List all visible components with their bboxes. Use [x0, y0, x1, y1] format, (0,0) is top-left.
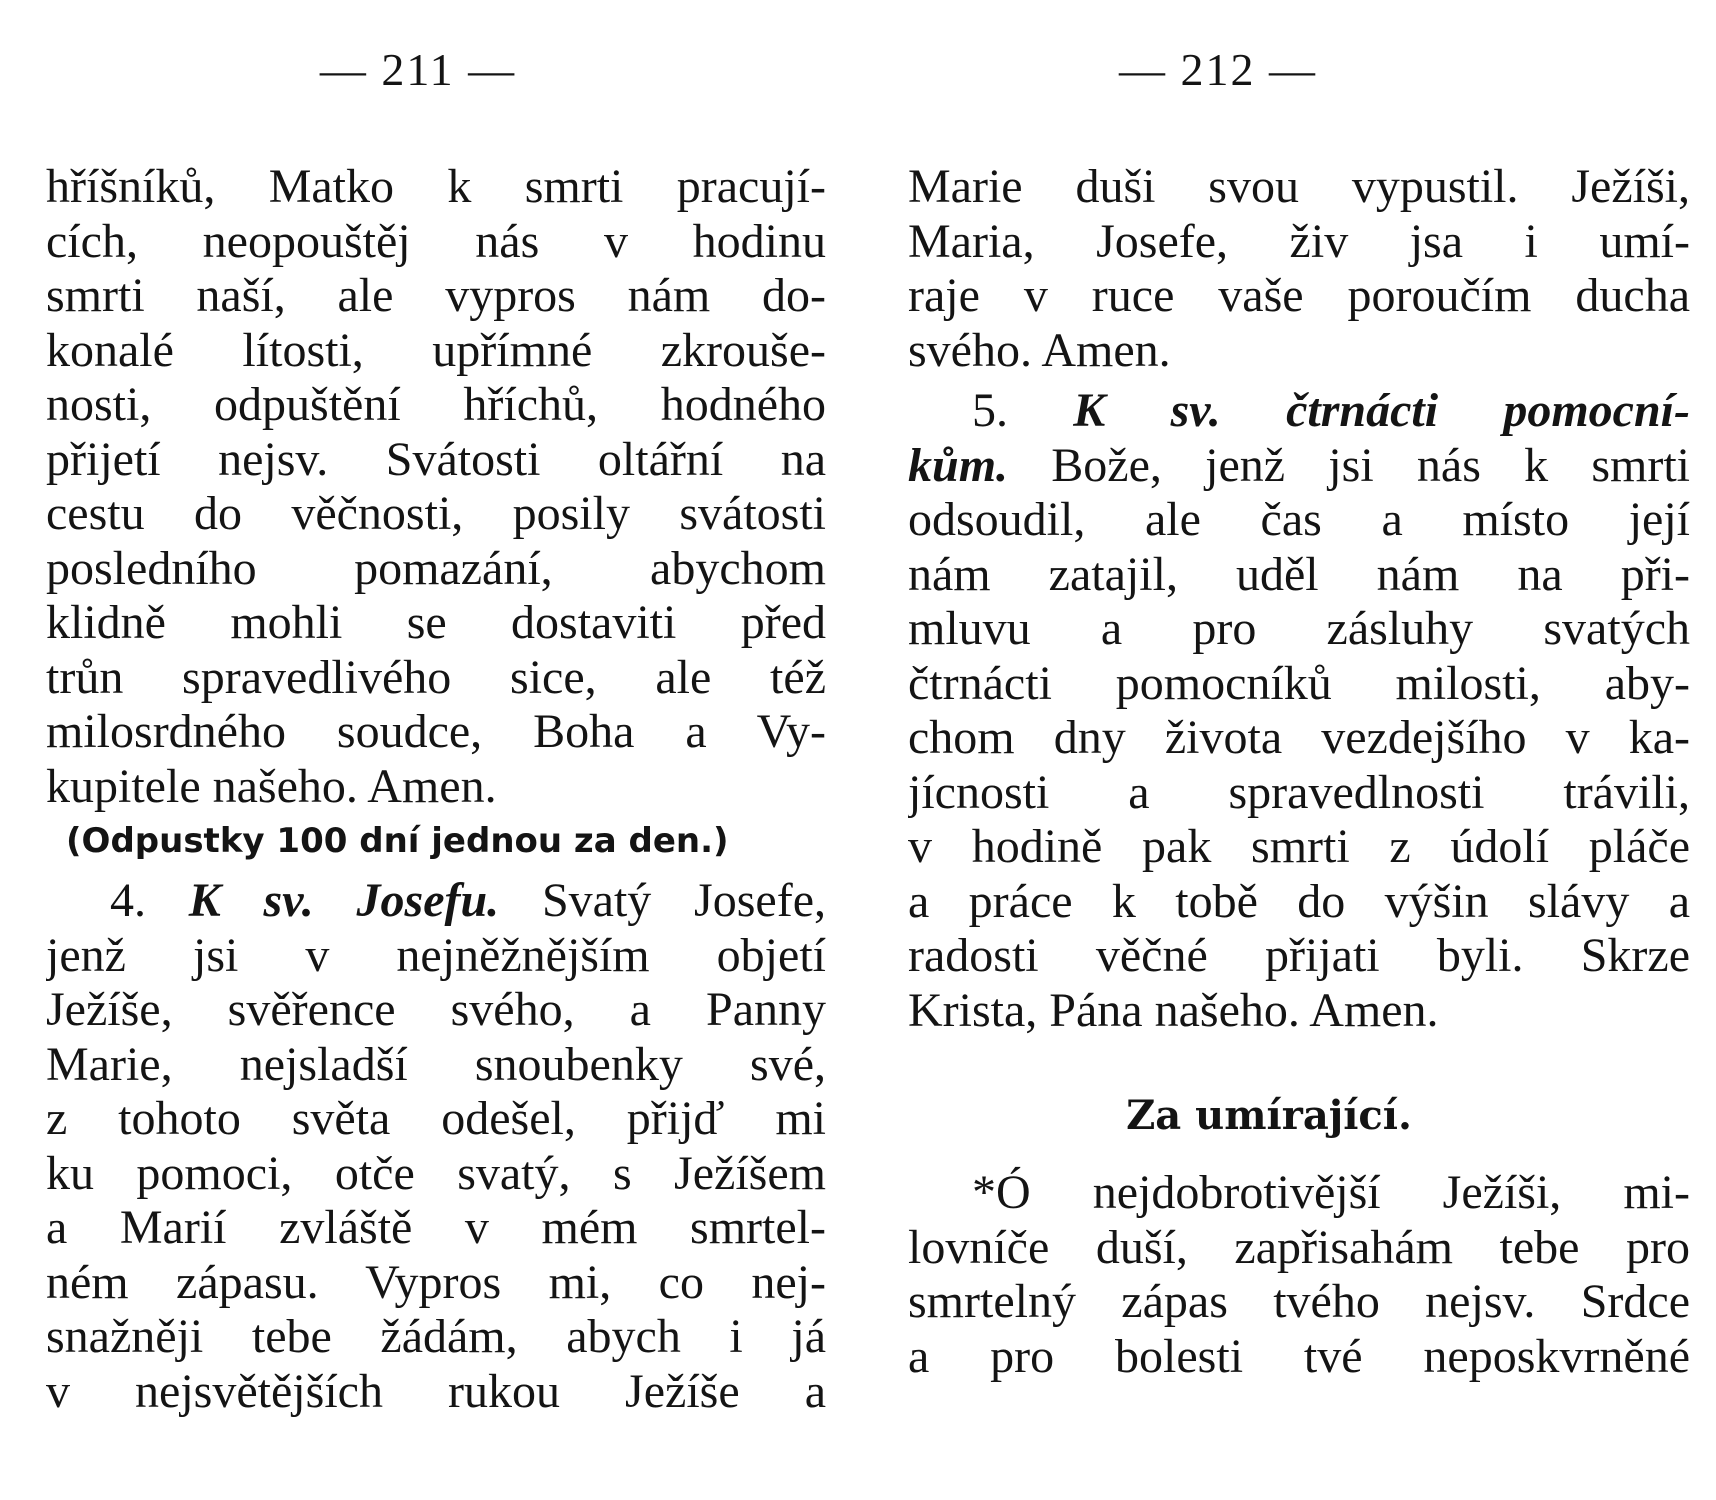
text-line: v hodině pak smrti z údolí pláče	[908, 820, 1690, 873]
text-line: cestu do věčnosti, posily svátosti	[46, 487, 826, 540]
text-line: raje v ruce vaše poroučím ducha	[908, 269, 1690, 322]
left-text-column	[46, 160, 826, 1419]
section-5-first-text: Bože, jenž jsi nás k smrti	[1051, 438, 1690, 492]
text-line: svého. Amen.	[908, 323, 1171, 377]
text-line: čtrnácti pomocníků milosti, aby-	[908, 656, 1690, 710]
section-4-first-text: Svatý Josefe,	[541, 874, 826, 927]
section-4-title: K sv. Josefu.	[188, 874, 500, 927]
text-line: chom dny života vezdejšího v ka-	[908, 711, 1690, 764]
text-line: a Marií zvláště v mém smrtel-	[46, 1201, 826, 1254]
text-line: ku pomoci, otče svatý, s Ježíšem	[46, 1146, 826, 1200]
text-line: jícnosti a spravedlnosti trávili,	[908, 765, 1690, 819]
text-line: smrtelný zápas tvého nejsv. Srdce	[908, 1275, 1690, 1328]
indulgence-note: (Odpustky 100 dní jednou za den.)	[66, 821, 729, 861]
section-heading: Za umírající.	[1126, 1092, 1412, 1139]
section-5-number: 5.	[972, 384, 1008, 437]
text-line: Maria, Josefe, živ jsa i umí-	[908, 214, 1690, 268]
left-page	[46, 0, 826, 1500]
text-line: přijetí nejsv. Svátosti oltářní na	[46, 432, 826, 486]
text-line: odsoudil, ale čas a místo její	[908, 493, 1690, 546]
page-number-211: — 211 —	[319, 44, 517, 95]
text-line: *Ó nejdobrotivější Ježíši, mi-	[972, 1166, 1690, 1219]
text-line: smrti naší, ale vypros nám do-	[46, 269, 826, 322]
text-line: hříšníků, Matko k smrti pracují-	[46, 160, 826, 213]
text-line: posledního pomazání, abychom	[46, 541, 826, 595]
text-line: kupitele našeho. Amen.	[46, 759, 497, 813]
text-line: a práce k tobě do výšin slávy a	[908, 874, 1690, 928]
section-4-first-line	[46, 874, 826, 929]
section-5-title: K sv. čtrnácti pomocní-	[1073, 384, 1690, 437]
text-line: klidně mohli se dostaviti před	[46, 596, 826, 649]
text-line: mluvu a pro zásluhy svatých	[908, 602, 1690, 655]
section-5-title-end: kům.	[908, 438, 1009, 492]
text-line: radosti věčné přijati byli. Skrze	[908, 929, 1690, 982]
text-line: Krista, Pána našeho. Amen.	[908, 983, 1439, 1037]
text-line: cích, neopouštěj nás v hodinu	[46, 214, 826, 268]
text-line: a pro bolesti tvé neposkvrněné	[908, 1329, 1690, 1383]
section-4-number: 4.	[110, 874, 146, 927]
right-page	[908, 0, 1688, 1500]
text-line: lovníče duší, zapřisahám tebe pro	[908, 1220, 1690, 1274]
text-line: v nejsvětějších rukou Ježíše a	[46, 1364, 826, 1418]
right-text-column	[908, 160, 1690, 1384]
text-line: Marie duši svou vypustil. Ježíši,	[908, 160, 1690, 213]
text-line: snažněji tebe žádám, abych i já	[46, 1310, 826, 1363]
text-line: konalé lítosti, upřímné zkrouše-	[46, 323, 826, 377]
text-line: Ježíše, svěřence svého, a Panny	[46, 983, 826, 1036]
text-line: nosti, odpuštění hříchů, hodného	[46, 378, 826, 431]
text-line: nám zatajil, uděl nám na při-	[908, 547, 1690, 601]
text-line: z tohoto světa odešel, přijď mi	[46, 1092, 826, 1145]
section-5-title-line	[908, 384, 1690, 439]
text-line: trůn spravedlivého sice, ale též	[46, 650, 826, 704]
text-line: jenž jsi v nejněžnějším objetí	[46, 928, 826, 982]
text-line: Marie, nejsladší snoubenky své,	[46, 1037, 826, 1091]
text-line: ném zápasu. Vypros mi, co nej-	[46, 1255, 826, 1309]
section-5-second-line	[908, 439, 1690, 494]
text-line: milosrdného soudce, Boha a Vy-	[46, 705, 826, 758]
page-number-212: — 212 —	[1119, 44, 1317, 95]
